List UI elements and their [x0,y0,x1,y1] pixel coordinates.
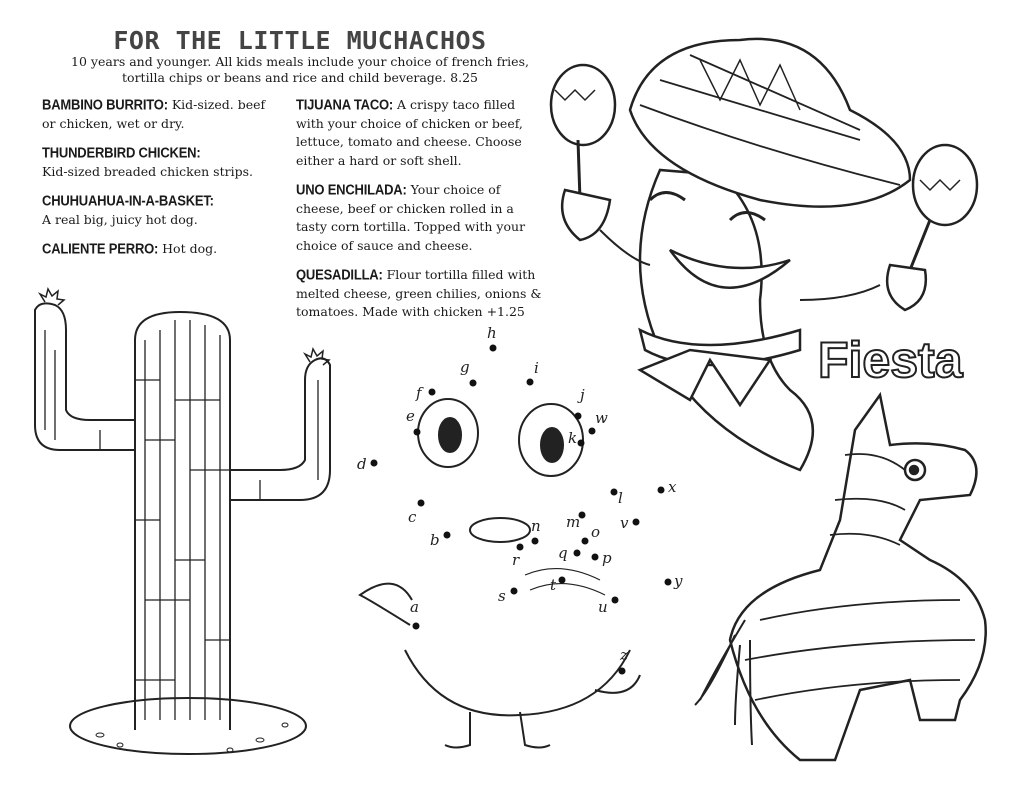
dot-label-u: u [598,598,608,616]
dot-label-a: a [410,598,419,616]
dot-label-s: s [498,587,506,605]
menu-item-desc: Kid-sized. beef or chicken, wet or dry. [42,97,266,131]
dot-label-e: e [406,407,415,425]
dot-label-r: r [512,551,520,569]
dot-label-j: j [580,386,585,404]
menu-item-name: CHUHUAHUA-IN-A-BASKET: [42,192,214,209]
dot-label-c: c [408,508,417,526]
menu-item-desc: Flour tortilla filled with melted cheese, green chilies, onions & tomatoes. Made with chicken +1.25 [296,267,542,319]
dot-label-m: m [566,513,581,531]
fiesta-text: Fiesta [818,332,963,388]
dot-label-z: z [620,646,628,664]
dot-label-i: i [534,359,539,377]
dot-label-y: y [674,572,683,590]
dot-label-d: d [357,455,367,473]
dot-label-k: k [568,429,578,447]
menu-item-desc: Your choice of cheese, beef or chicken rolled in a tasty corn tortilla. Topped with your choice of sauce and cheese. [296,182,526,253]
dot-label-n: n [531,517,541,535]
dot-label-o: o [591,523,601,541]
dot-to-dot-letters [357,324,683,664]
dot-label-b: b [430,531,440,549]
dot-label-t: t [550,576,557,594]
dot-to-dot-critter-icon [360,399,640,748]
pepper-mariachi-icon [551,39,977,470]
menu-item-name: UNO ENCHILADA: [296,181,407,198]
dot-label-q: q [558,544,568,562]
dot-label-g: g [460,358,470,376]
cactus-maze-icon [35,289,330,754]
menu-item-name: BAMBINO BURRITO: [42,96,168,113]
dot-label-l: l [618,489,623,507]
dot-label-p: p [602,549,612,567]
dot-label-h: h [487,324,497,342]
pinata-icon [695,395,986,760]
dot-label-v: v [620,514,629,532]
intro-line-2: tortilla chips or beans and rice and child beverage. 8.25 [122,70,478,85]
menu-item-name: CALIENTE PERRO: [42,240,159,257]
menu-item-name: QUESADILLA: [296,266,383,283]
menu-item-desc: A real big, juicy hot dog. [42,211,198,227]
menu-item-desc: A crispy taco filled with your choice of chicken or beef, lettuce, tomato and cheese. Choose either a hard or soft shell. [296,97,523,168]
menu-item-name: THUNDERBIRD CHICKEN: [42,144,201,161]
menu-item-desc: Kid-sized breaded chicken strips. [42,163,253,179]
dot-label-x: x [668,478,677,496]
menu-item-name: TIJUANA TACO: [296,96,394,113]
dot-label-f: f [416,384,422,402]
kids-menu-title: FOR THE LITTLE MUCHACHOS [113,26,487,55]
dot-label-w: w [595,409,608,427]
menu-item-desc: Hot dog. [162,241,218,256]
intro-line-1: 10 years and younger. All kids meals include your choice of french fries, [71,54,529,69]
